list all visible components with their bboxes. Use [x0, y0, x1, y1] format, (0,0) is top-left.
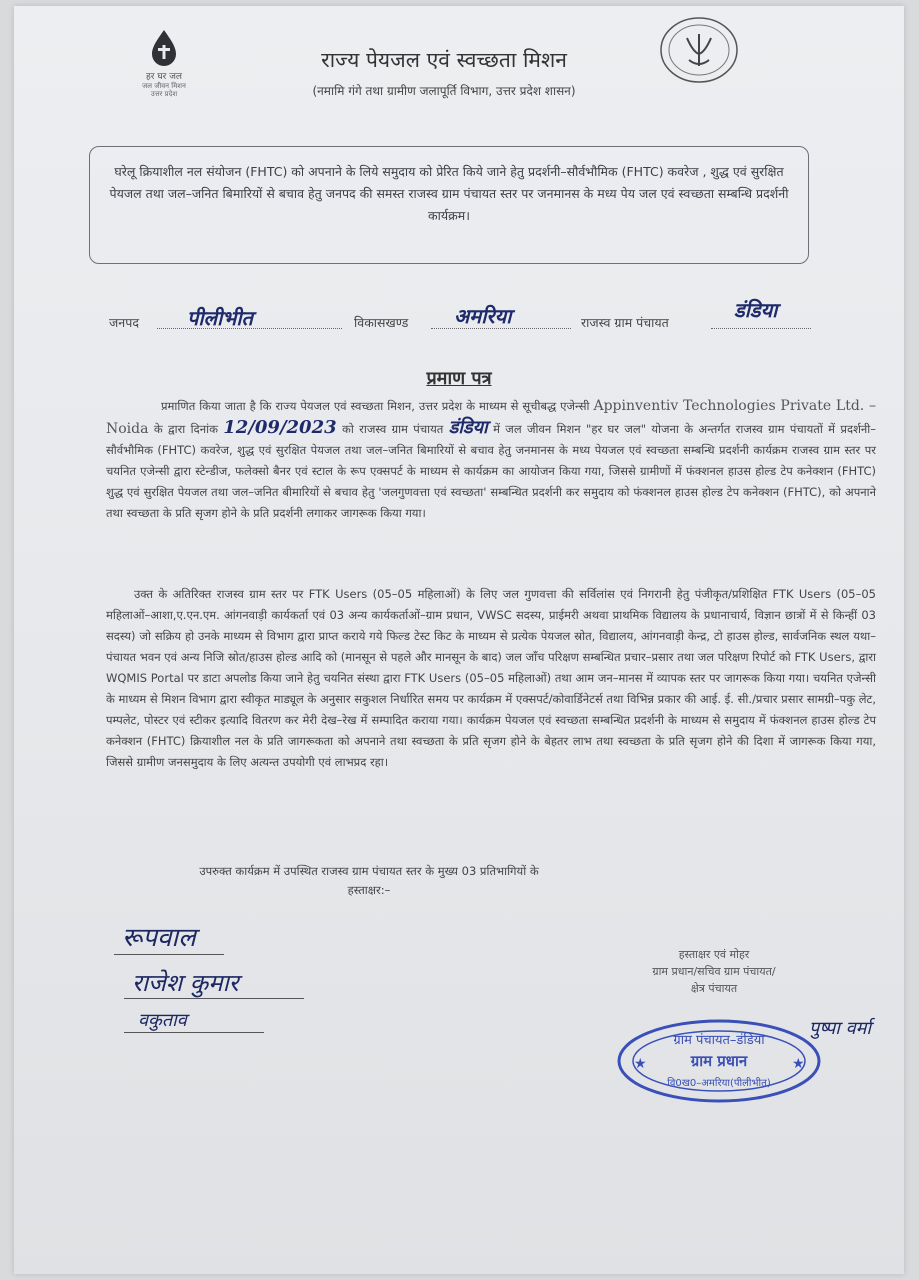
signature-intro-line-2: हस्ताक्षर:– [347, 883, 391, 897]
panchayat-handwritten: डंडिया [448, 417, 488, 438]
participant-signature-1: रूपवाल [122, 923, 196, 953]
certificate-title: प्रमाण पत्र [426, 368, 492, 389]
logo-tagline: हर घर जल [146, 72, 182, 82]
certificate-paragraph-2 [106, 584, 876, 773]
block-value: अमरिया [454, 304, 512, 328]
stamp-line-3: वि0ख0–अमरिया(पीलीभीत) [667, 1078, 771, 1089]
block-label: विकासखण्ड [354, 315, 409, 330]
signature-line-1 [114, 954, 224, 955]
agency-name: Appinventiv Technologies Private Ltd. – Noida [106, 398, 876, 437]
program-date: 12/09/2023 [223, 417, 337, 438]
logo-subtag: जल जीवन मिशन [142, 82, 186, 90]
participants-signature-intro [134, 862, 604, 900]
logo-subtag-state: उत्तर प्रदेश [150, 90, 178, 98]
pradhan-signature: पुष्पा वर्मा [809, 1018, 872, 1039]
p2-body: उक्त के अतिरिक्त राजस्व ग्राम स्तर पर FTK Users (05–05 महिलाओं) के लिए जल गुणवत्ता की सर्विलांस एवं निगरानी हेतु पंजीकृत/प्रशिक्षित FTK Users (05–05 महिलाओं–आशा,ए.एन.एम. आंगनवाड़ी कार्यकर्ता एवं 03 अन्य कार्यकर्ताओं–ग्राम प्रधान, VWSC सदस्य, प्राईमरी अथवा प्राथमिक विद्यालय के प्रधानाचार्य, विज्ञान छात्रों में से किन्हीं 03 सदस्य) जो सक्रिय हो उनके माध्यम से विभाग द्वारा प्राप्त कराये गये फिल्ड टेस्ट किट के माध्यम से प्रत्येक पेयजल स्रोत, विद्यालय, आंगनवाड़ी केन्द्र, टो हाउस होल्ड, सार्वजनिक स्थल यथा–पंचायत भवन एवं अन्य निजि स्रोत/हाउस होल्ड आदि को (मानसून से पहले और मानसून के बाद) जल जाँच परिक्षण सम्बन्धित प्रचार–प्रसार तथा जल परिक्षण रिपोर्ट को FTK Users, द्वारा WQMIS Portal पर डाटा अपलोड किया जाने हेतु चयनित संस्था द्वारा FTK Users (05–05 महिलाओं) तथा आम जन–मानस में व्यापक स्तर पर जागरूक किया गया। चयनित एजेन्सी के माध्यम से मिशन विभाग द्वारा स्वीकृत माड्यूल के अनुसार सकुशल निर्धारित समय पर कार्यक्रम में एक्सपर्ट/कोवार्डिनेटर्स तथा विभिन्न प्रकार की आई. ई. सी./प्रचार प्रसार सामग्री–पकु लेट, पम्पलेट, पोस्टर एवं स्टीकर इत्यादि वितरण कर मेरी देख–रेख में सम्पादित कराया गया। कार्यक्रम पेयजल एवं स्वच्छता सम्बन्धित प्रदर्शनी के माध्यम से समुदाय में फंक्शनल हाउस होल्ड टेप कनेक्शन (FHTC) क्रियाशील नल के प्रति जागरूकता को अपनाने तथा स्वच्छता के प्रति सृजग होने के बेहतर लाभ तथा स्वच्छता के प्रति सृजग होने की दिशा में जागरूक किया गया, जिससे ग्रामीण जनसमुदाय के लिए अत्यन्त उपयोगी एवं लाभप्रद रहा। [106, 587, 876, 769]
panchayat-label: राजस्व ग्राम पंचायत [581, 315, 669, 330]
stamp-star-right-icon: ★ [792, 1056, 805, 1072]
district-label: जनपद [109, 315, 139, 330]
water-drop-icon [147, 28, 181, 68]
participant-signature-3: वकुताव [138, 1010, 187, 1031]
p1-intro: प्रमाणित किया जाता है कि राज्य पेयजल एवं स्वच्छता मिशन, उत्तर प्रदेश के माध्यम से सूचीबद्ध एजेन्सी [161, 399, 590, 413]
p1-body: में जल जीवन मिशन "हर घर जल" योजना के अन्तर्गत राजस्व ग्राम पंचायतों में प्रदर्शनी–सौर्वभौमिक (FHTC) कवरेज, शुद्ध एवं सुरक्षित पेयजल तथा जल–जनित बिमारियों से बचाव हेतु जनमानस के मध्य पेयजल एवं स्वच्छता सम्बन्धि प्रदर्शनी कार्यक्रम राजस्व ग्राम स्तर पर चयनित एजेन्सी द्वारा स्टेन्डीज, फलेक्सो बैनर एवं स्टाल के रूप एक्सपर्ट के माध्यम से कार्यक्रम का आयोजन किया गया, जिससे ग्रामीणों में फंक्शनल हाउस होल्ड टेप कनेक्शन (FHTC) शुद्ध एवं सुरक्षित पेयजल तथा जल–जनित बीमारियों से बचाव हेतु 'जलगुणवत्ता एवं स्वच्छता' सम्बन्धित प्रदर्शनी कर समुदाय को फंक्शनल हाउस होल्ड टेप कनेक्शन (FHTC), को अपनाने तथा स्वच्छता के प्रति सृजग होने के प्रति प्रदर्शनी लगाकर जागरूक किया गया। [106, 422, 876, 520]
officer-signature-block [604, 946, 824, 997]
p1-panchayat-label: को राजस्व ग्राम पंचायत [341, 422, 444, 436]
p1-date-label: के द्वारा दिनांक [153, 422, 218, 436]
up-govt-emblem-icon [659, 16, 739, 84]
stamp-star-left-icon: ★ [634, 1056, 647, 1072]
panchayat-value: डंडिया [734, 298, 778, 322]
participant-signature-2: राजेश कुमार [132, 969, 239, 997]
letterhead-title-block [214, 46, 674, 99]
officer-line-3: क्षेत्र पंचायत [690, 982, 738, 995]
stamp-line-2: ग्राम प्रधान [690, 1052, 748, 1070]
panchayat-stamp [614, 1016, 824, 1106]
jal-jeevan-mission-logo [119, 28, 209, 98]
program-description-box [89, 146, 809, 264]
officer-line-1: हस्ताक्षर एवं मोहर [678, 948, 750, 961]
certificate-paragraph-1 [106, 396, 876, 524]
district-value: पीलीभीत [187, 306, 253, 330]
program-description-text: घरेलू क्रियाशील नल संयोजन (FHTC) को अपनाने के लिये समुदाय को प्रेरित किये जाने हेतु प्रदर्शनी–सौर्वभौमिक (FHTC) कवरेज , शुद्ध एवं सुरक्षित पेयजल तथा जल–जनित बिमारियों से बचाव हेतु जनपद की समस्त राजस्व ग्राम पंचायत स्तर पर जनमानस के मध्य पेय जल एवं स्वच्छता सम्बन्धि प्रदर्शनी कार्यक्रम। [109, 164, 789, 223]
document-sheet [14, 6, 904, 1274]
officer-line-2: ग्राम प्रधान/सचिव ग्राम पंचायत/ [652, 965, 776, 978]
signature-line-3 [124, 1032, 264, 1033]
signature-intro-line-1: उपरुक्त कार्यक्रम में उपस्थित राजस्व ग्राम पंचायत स्तर के मुख्य 03 प्रतिभागियों के [199, 864, 539, 878]
stamp-line-1: ग्राम पंचायत–डंडिया [673, 1033, 765, 1048]
page-subtitle: (नमामि गंगे तथा ग्रामीण जलापूर्ति विभाग, उत्तर प्रदेश शासन) [312, 84, 576, 98]
signature-line-2 [124, 998, 304, 999]
page-title: राज्य पेयजल एवं स्वच्छता मिशन [321, 48, 567, 72]
